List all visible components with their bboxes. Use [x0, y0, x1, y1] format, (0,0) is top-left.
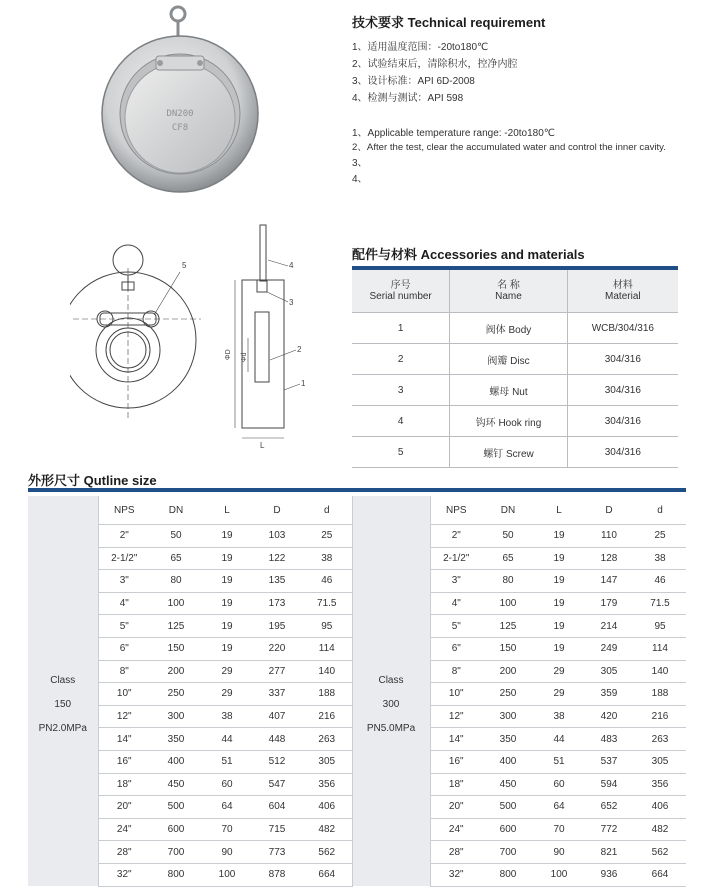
class-line: PN2.0MPa [38, 723, 87, 735]
outline-cell: 195 [252, 615, 302, 638]
outline-cell: 400 [150, 750, 202, 773]
outline-cell: 38 [534, 705, 584, 728]
outline-cell: 300 [150, 705, 202, 728]
outline-cell: 19 [534, 547, 584, 570]
outline-header-cell: DN [482, 496, 534, 525]
outline-cell: 173 [252, 592, 302, 615]
outline-cell: 6" [430, 637, 482, 660]
outline-cell: 652 [584, 796, 634, 819]
outline-cell: 6" [98, 637, 150, 660]
class-150-cell [28, 525, 98, 887]
outline-cell: 350 [482, 728, 534, 751]
tech-title: 技术要求 Technical requirement [352, 15, 546, 30]
acc-cell: 304/316 [567, 375, 678, 406]
outline-cell: 772 [584, 818, 634, 841]
outline-header-cell: L [534, 496, 584, 525]
outline-cell: 64 [534, 796, 584, 819]
acc-row-2 [352, 344, 678, 375]
accessories-table [352, 266, 678, 468]
outline-cell: 29 [534, 660, 584, 683]
outline-cell: 406 [302, 796, 352, 819]
acc-cell: 4 [352, 406, 450, 437]
photo-marking-dn: DN200 [166, 109, 194, 119]
outline-header-cell: d [302, 496, 352, 525]
outline-cell: 482 [302, 818, 352, 841]
outline-cell: 110 [584, 525, 634, 548]
outline-cell: 277 [252, 660, 302, 683]
outline-cell: 263 [302, 728, 352, 751]
outline-cell: 51 [202, 750, 252, 773]
class-line: Class [50, 675, 76, 687]
outline-cell: 407 [252, 705, 302, 728]
class-300-cell [352, 525, 430, 887]
outline-cell: 600 [482, 818, 534, 841]
outline-cell: 114 [634, 637, 686, 660]
outline-cell: 150 [150, 637, 202, 660]
outline-cell: 305 [584, 660, 634, 683]
outline-cell: 46 [634, 570, 686, 593]
outline-cell: 700 [482, 841, 534, 864]
outline-class-header-right [352, 496, 430, 525]
outline-cell: 38 [302, 547, 352, 570]
outline-cell: 800 [482, 863, 534, 886]
acc-cell: 5 [352, 437, 450, 468]
acc-header-serial-en: Serial number [369, 291, 432, 302]
outline-cell: 19 [202, 547, 252, 570]
class-line: Class [378, 675, 404, 687]
outline-cell: 19 [202, 592, 252, 615]
outline-cell: 44 [534, 728, 584, 751]
outline-cell: 95 [302, 615, 352, 638]
outline-header-cell: L [202, 496, 252, 525]
outline-cell: 51 [534, 750, 584, 773]
outline-cell: 25 [634, 525, 686, 548]
dim-L: L [260, 441, 265, 450]
tech-zh-1: 1、适用温度范围：-20to180℃ [352, 42, 489, 53]
tech-zh-3: 3、设计标准：API 6D-2008 [352, 76, 475, 87]
outline-cell: 604 [252, 796, 302, 819]
outline-cell: 483 [584, 728, 634, 751]
acc-row-4 [352, 406, 678, 437]
outline-header-cell: d [634, 496, 686, 525]
outline-cell: 450 [150, 773, 202, 796]
outline-cell: 356 [302, 773, 352, 796]
outline-cell: 500 [482, 796, 534, 819]
outline-header-cell: D [252, 496, 302, 525]
outline-cell: 12" [98, 705, 150, 728]
outline-cell: 70 [534, 818, 584, 841]
outline-cell: 4" [430, 592, 482, 615]
outline-cell: 214 [584, 615, 634, 638]
outline-cell: 200 [482, 660, 534, 683]
tech-en-1: 1、Applicable temperature range: -20to180℃ [352, 128, 556, 139]
tech-en-2: 2、After the test, clear the accumulated water and control the inner cavity. [352, 142, 666, 153]
acc-cell: 螺钉 Screw [450, 437, 567, 468]
outline-cell: 100 [482, 592, 534, 615]
outline-cell: 80 [482, 570, 534, 593]
class-line: PN5.0MPa [366, 723, 416, 735]
outline-cell: 19 [534, 525, 584, 548]
outline-cell: 2" [98, 525, 150, 548]
hook-ring-photo [171, 7, 185, 21]
outline-title: 外形尺寸 Qutline size [28, 473, 157, 488]
class-line: 150 [54, 699, 72, 711]
outline-cell: 179 [584, 592, 634, 615]
outline-cell: 19 [202, 525, 252, 548]
tech-zh-2: 2、试验结束后，清除积水，控净内腔 [352, 59, 518, 70]
tech-en-4: 4、 [352, 174, 368, 185]
outline-cell: 18" [430, 773, 482, 796]
outline-cell: 188 [634, 683, 686, 706]
outline-cell: 188 [302, 683, 352, 706]
outline-cell: 32" [430, 863, 482, 886]
outline-cell: 16" [98, 750, 150, 773]
outline-cell: 4" [98, 592, 150, 615]
outline-cell: 10" [430, 683, 482, 706]
outline-cell: 100 [202, 863, 252, 886]
outline-cell: 2" [430, 525, 482, 548]
outline-cell: 821 [584, 841, 634, 864]
outline-cell: 400 [482, 750, 534, 773]
outline-cell: 38 [634, 547, 686, 570]
outline-cell: 664 [302, 863, 352, 886]
outline-cell: 337 [252, 683, 302, 706]
tech-zh-4: 4、检测与测试：API 598 [352, 93, 464, 104]
accessories-title: 配件与材料 Accessories and materials [352, 247, 585, 262]
outline-cell: 50 [482, 525, 534, 548]
outline-cell: 29 [202, 683, 252, 706]
outline-cell: 19 [534, 570, 584, 593]
outline-cell: 20" [430, 796, 482, 819]
outline-cell: 19 [202, 615, 252, 638]
outline-cell: 95 [634, 615, 686, 638]
acc-header-serial-zh: 序号 [390, 280, 411, 291]
outline-cell: 356 [634, 773, 686, 796]
outline-header-cell: NPS [98, 496, 150, 525]
outline-cell: 135 [252, 570, 302, 593]
outline-cell: 14" [98, 728, 150, 751]
outline-cell: 305 [302, 750, 352, 773]
outline-cell: 24" [98, 818, 150, 841]
outline-cell: 14" [430, 728, 482, 751]
outline-cell: 664 [634, 863, 686, 886]
outline-header-cell: D [584, 496, 634, 525]
outline-cell: 28" [430, 841, 482, 864]
outline-cell: 71.5 [302, 592, 352, 615]
outline-cell: 29 [202, 660, 252, 683]
outline-cell: 50 [150, 525, 202, 548]
outline-cell: 3" [98, 570, 150, 593]
outline-cell: 936 [584, 863, 634, 886]
outline-cell: 25 [302, 525, 352, 548]
outline-cell: 114 [302, 637, 352, 660]
acc-header-material-en: Material [605, 291, 641, 302]
outline-cell: 359 [584, 683, 634, 706]
outline-cell: 16" [430, 750, 482, 773]
acc-cell: 钩环 Hook ring [450, 406, 567, 437]
outline-cell: 46 [302, 570, 352, 593]
acc-cell: 阀体 Body [450, 313, 567, 344]
outline-cell: 90 [534, 841, 584, 864]
callout-2: 2 [297, 345, 302, 354]
acc-row-5 [352, 437, 678, 468]
acc-cell: 1 [352, 313, 450, 344]
outline-cell: 147 [584, 570, 634, 593]
acc-cell: 螺母 Nut [450, 375, 567, 406]
outline-cell: 65 [482, 547, 534, 570]
outline-cell: 448 [252, 728, 302, 751]
acc-cell: 304/316 [567, 437, 678, 468]
outline-cell: 28" [98, 841, 150, 864]
outline-cell: 878 [252, 863, 302, 886]
valve-drawing [70, 220, 330, 460]
outline-cell: 140 [302, 660, 352, 683]
outline-cell: 450 [482, 773, 534, 796]
outline-cell: 600 [150, 818, 202, 841]
outline-cell: 500 [150, 796, 202, 819]
outline-cell: 800 [150, 863, 202, 886]
outline-cell: 5" [98, 615, 150, 638]
outline-cell: 128 [584, 547, 634, 570]
outline-cell: 29 [534, 683, 584, 706]
outline-cell: 5" [430, 615, 482, 638]
outline-cell: 562 [302, 841, 352, 864]
outline-cell: 122 [252, 547, 302, 570]
outline-cell: 3" [430, 570, 482, 593]
outline-cell: 537 [584, 750, 634, 773]
outline-cell: 300 [482, 705, 534, 728]
outline-cell: 773 [252, 841, 302, 864]
outline-class-header-left [28, 496, 98, 525]
outline-cell: 32" [98, 863, 150, 886]
outline-cell: 350 [150, 728, 202, 751]
outline-cell: 8" [430, 660, 482, 683]
outline-cell: 19 [534, 637, 584, 660]
acc-header-name-en: Name [495, 291, 522, 302]
tech-en-3: 3、 [352, 158, 368, 169]
outline-cell: 562 [634, 841, 686, 864]
outline-cell: 249 [584, 637, 634, 660]
acc-cell: 3 [352, 375, 450, 406]
outline-cell: 19 [534, 615, 584, 638]
outline-cell: 216 [302, 705, 352, 728]
acc-cell: 阀瓣 Disc [450, 344, 567, 375]
class-line: 300 [382, 699, 400, 711]
outline-cell: 2-1/2" [430, 547, 482, 570]
outline-cell: 103 [252, 525, 302, 548]
outline-cell: 65 [150, 547, 202, 570]
outline-cell: 482 [634, 818, 686, 841]
callout-1: 1 [301, 379, 306, 388]
acc-cell: WCB/304/316 [567, 313, 678, 344]
outline-cell: 216 [634, 705, 686, 728]
outline-cell: 250 [482, 683, 534, 706]
outline-cell: 80 [150, 570, 202, 593]
acc-row-1 [352, 313, 678, 344]
outline-cell: 100 [150, 592, 202, 615]
outline-cell: 24" [430, 818, 482, 841]
outline-cell: 406 [634, 796, 686, 819]
dim-D: ΦD [225, 349, 232, 360]
outline-cell: 2-1/2" [98, 547, 150, 570]
outline-cell: 70 [202, 818, 252, 841]
callout-4: 4 [289, 261, 294, 270]
outline-cell: 715 [252, 818, 302, 841]
outline-cell: 10" [98, 683, 150, 706]
outline-header-cell: DN [150, 496, 202, 525]
callout-5: 5 [182, 261, 187, 270]
acc-header-name-zh: 名 称 [497, 280, 520, 291]
outline-cell: 220 [252, 637, 302, 660]
outline-cell: 12" [430, 705, 482, 728]
outline-cell: 19 [534, 592, 584, 615]
outline-cell: 420 [584, 705, 634, 728]
outline-cell: 8" [98, 660, 150, 683]
dim-d: Φd [241, 352, 248, 362]
acc-cell: 304/316 [567, 344, 678, 375]
photo-marking-material: CF8 [171, 123, 189, 133]
outline-cell: 60 [202, 773, 252, 796]
outline-cell: 60 [534, 773, 584, 796]
outline-header-row [28, 496, 686, 525]
outline-cell: 20" [98, 796, 150, 819]
outline-cell: 263 [634, 728, 686, 751]
outline-cell: 19 [202, 637, 252, 660]
outline-cell: 64 [202, 796, 252, 819]
outline-cell: 594 [584, 773, 634, 796]
outline-cell: 44 [202, 728, 252, 751]
acc-row-3 [352, 375, 678, 406]
outline-cell: 90 [202, 841, 252, 864]
outline-cell: 700 [150, 841, 202, 864]
outline-cell: 100 [534, 863, 584, 886]
valve-photo [98, 2, 288, 202]
acc-cell: 304/316 [567, 406, 678, 437]
outline-cell: 125 [482, 615, 534, 638]
outline-cell: 305 [634, 750, 686, 773]
outline-cell: 38 [202, 705, 252, 728]
outline-cell: 547 [252, 773, 302, 796]
outline-cell: 200 [150, 660, 202, 683]
acc-cell: 2 [352, 344, 450, 375]
outline-cell: 18" [98, 773, 150, 796]
outline-cell: 150 [482, 637, 534, 660]
outline-cell: 512 [252, 750, 302, 773]
callout-3: 3 [289, 298, 294, 307]
outline-cell: 19 [202, 570, 252, 593]
table-row [28, 525, 686, 548]
outline-cell: 250 [150, 683, 202, 706]
outline-cell: 71.5 [634, 592, 686, 615]
outline-header-cell: NPS [430, 496, 482, 525]
acc-header-material-zh: 材料 [612, 280, 633, 291]
outline-table [28, 496, 686, 887]
outline-cell: 125 [150, 615, 202, 638]
outline-cell: 140 [634, 660, 686, 683]
